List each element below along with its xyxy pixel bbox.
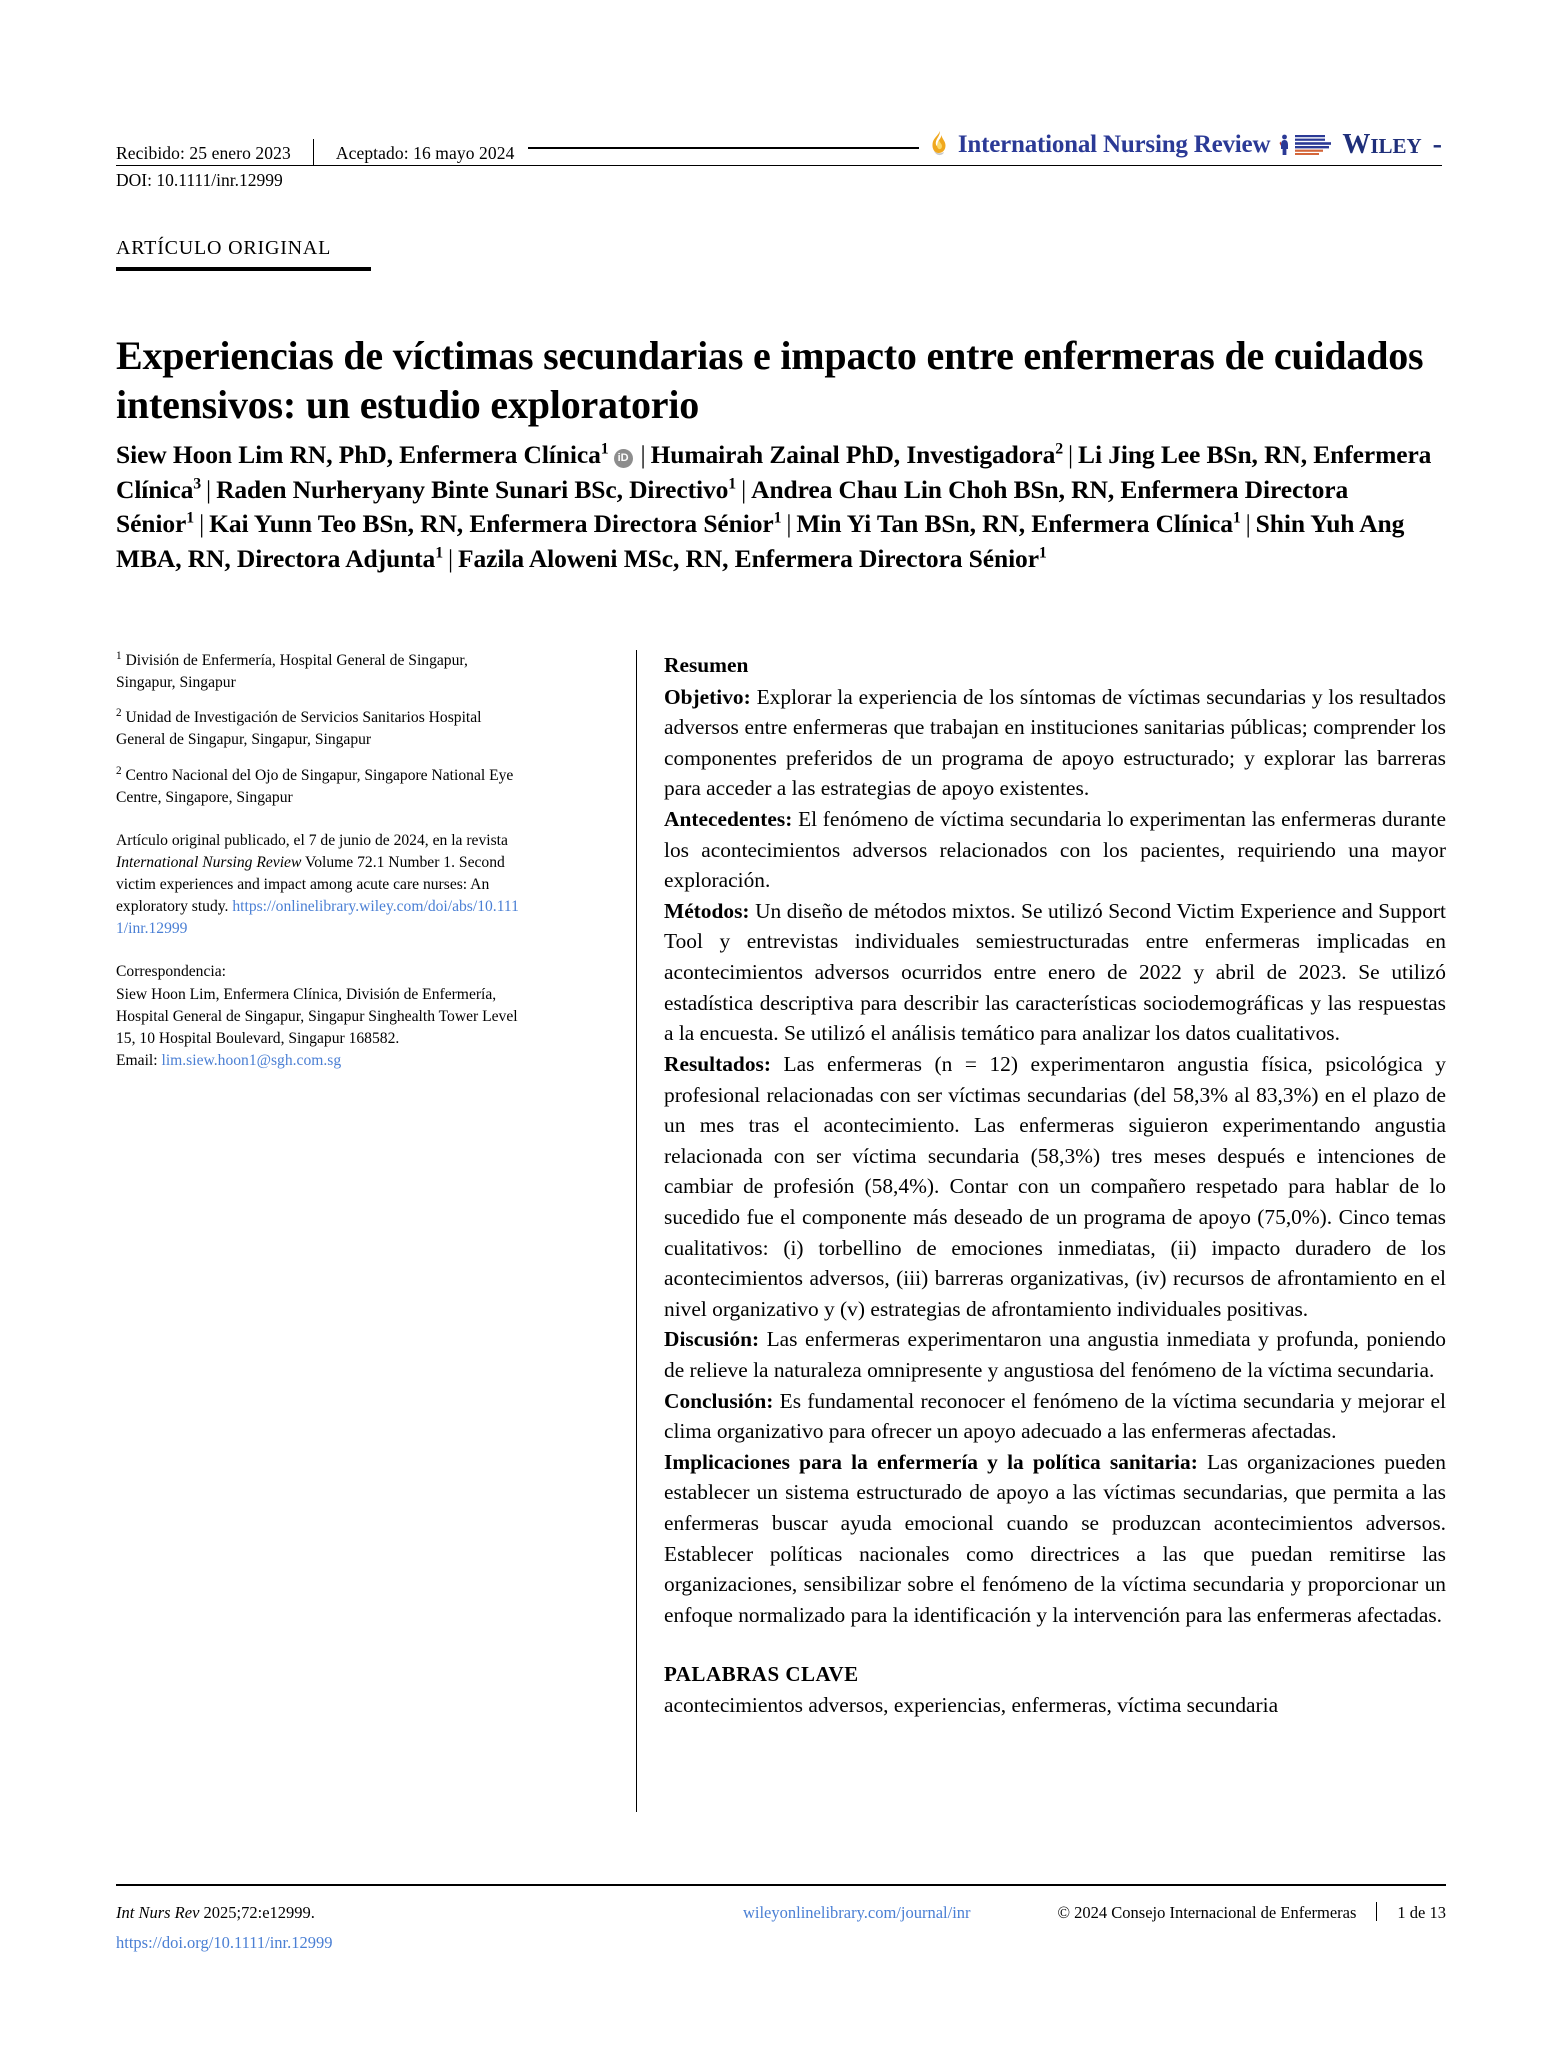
orcid-icon[interactable]: iD	[614, 449, 633, 468]
abstract-section-sep: :	[742, 898, 756, 923]
abstract-section-sep: :	[766, 1388, 780, 1413]
author-name: Shin Yuh Ang MBA, RN, Directora Adjunta$^1$	[116, 509, 1405, 574]
abstract-column	[664, 650, 1446, 1720]
footer-journal-abbrev: Int Nurs Rev	[116, 1903, 200, 1923]
affiliation-item	[116, 707, 526, 751]
correspondence-address: Siew Hoon Lim, Enfermera Clínica, División de Enfermería, Hospital General de Singapur, Singapur Singhealth Tower Level 15, 10 Hospital Boulevard, Singapur 168582.	[116, 985, 518, 1047]
abstract-section	[664, 1324, 1446, 1385]
doi-text: DOI: 10.1111/inr.12999	[116, 170, 283, 190]
abstract-section	[664, 1447, 1446, 1631]
flame-icon	[929, 130, 949, 160]
abstract-section-label: Discusión	[664, 1327, 752, 1352]
affiliation-text: Unidad de Investigación de Servicios Sanitarios Hospital General de Singapur, Singapur, Singapur	[116, 709, 482, 749]
footer-citation-rest: 2025;72:e12999.	[199, 1903, 315, 1923]
author-name: Fazila Aloweni MSc, RN, Enfermera Directora Sénior$^1$	[458, 544, 1047, 574]
footer-copyright: © 2024 Consejo Internacional de Enfermeras	[1057, 1903, 1357, 1923]
abstract-section-label: Objetivo	[664, 684, 744, 709]
abstract-section-text: Explorar la experiencia de los síntomas de víctimas secundarias y los resultados adversos entre enfermeras que trabajan en instituciones sanitarias públicas; comprender los componentes preferidos de un programa de apoyo estructurado; y explorar las barreras para acceder a las estrategias de apoyo existentes.	[664, 684, 1446, 801]
author-separator: |	[448, 544, 454, 574]
email-link[interactable]: lim.siew.hoon1@sgh.com.sg	[161, 1052, 342, 1070]
affiliation-item	[116, 650, 526, 694]
abstract-section-label: Resultados	[664, 1051, 764, 1076]
author-separator: |	[206, 474, 212, 504]
accepted-date: Aceptado: 16 mayo 2024	[335, 142, 515, 163]
original-note-part1: Artículo original publicado, el 7 de junio de 2024, en la revista	[116, 831, 508, 849]
affiliation-text: División de Enfermería, Hospital General de Singapur, Singapur, Singapur	[116, 652, 468, 692]
author-name: Min Yi Tan BSn, RN, Enfermera Clínica$^1$	[796, 509, 1241, 539]
author-separator: |	[786, 509, 792, 539]
author-name: Li Jing Lee BSn, RN, Enfermera Clínica$^3$	[116, 440, 1432, 504]
author-name: Raden Nurheryany Binte Sunari BSc, Directivo$^1$	[216, 474, 737, 504]
icn-logo	[1279, 134, 1333, 156]
keywords-heading: PALABRAS CLAVE	[664, 1661, 859, 1686]
abstract-section-sep: :	[785, 807, 799, 832]
footer-rule	[116, 1884, 1446, 1886]
page-title: Experiencias de víctimas secundarias e impacto entre enfermeras de cuidados intensivos: un estudio exploratorio	[116, 332, 1424, 427]
footer-divider	[1376, 1902, 1377, 1921]
header-dates-row	[116, 129, 1442, 163]
author-separator: |	[640, 440, 646, 469]
wiley-logo-rest: ILEY	[1370, 134, 1422, 158]
footer-citation	[116, 1900, 656, 1955]
author-separator: |	[1245, 509, 1251, 539]
affiliation-marker: 2	[116, 764, 122, 777]
footer-citation-line	[116, 1900, 656, 1926]
footer-journal-url[interactable]: wileyonlinelibrary.com/journal/inr	[742, 1903, 971, 1923]
correspondence-email-row	[116, 1050, 526, 1072]
affiliation-marker: 1	[116, 649, 122, 662]
abstract-section	[664, 682, 1446, 804]
abstract-section-text: El fenómeno de víctima secundaria lo experimentan las enfermeras durante los acontecimientos adversos relacionados con los pacientes, requiriendo una mayor exploración.	[664, 807, 1446, 893]
keywords-list: acontecimientos adversos, experiencias, enfermeras, víctima secundaria	[664, 1692, 1279, 1717]
page-footer	[116, 1884, 1446, 1955]
icn-figure-icon	[1279, 134, 1290, 156]
footer-right	[1058, 1899, 1446, 1926]
affiliation-item	[116, 765, 526, 809]
abstract-section-sep: :	[763, 1051, 784, 1076]
author-name: Humairah Zainal PhD, Investigadora$^2$	[650, 440, 1064, 469]
author-separator: |	[199, 509, 205, 539]
author-name: Siew Hoon Lim RN, PhD, Enfermera Clínica$^1$	[116, 440, 609, 469]
original-note-part2: Volume 72.1 Number 1. Second victim experiences and impact among acute care nurses: An exploratory study.	[116, 853, 505, 916]
abstract-section-text: Las enfermeras experimentaron una angustia inmediata y profunda, poniendo de relieve la naturaleza omnipresente y angustiosa del fenómeno de la víctima secundaria.	[664, 1327, 1446, 1383]
received-date: Recibido: 25 enero 2023	[116, 142, 291, 163]
header-doi-row	[116, 165, 1442, 190]
body-columns	[116, 650, 1446, 1830]
wiley-logo-initial: W	[1342, 129, 1371, 160]
column-divider	[636, 650, 637, 1812]
journal-logo	[919, 129, 1442, 161]
abstract-section-label: Antecedentes	[664, 807, 786, 832]
header-horizontal-rule	[528, 147, 918, 149]
article-type-label: ARTÍCULO ORIGINAL	[116, 237, 332, 259]
abstract-section-label: Métodos	[664, 898, 743, 923]
correspondence-block	[116, 961, 526, 1073]
icn-flag-icon	[1293, 134, 1333, 156]
wiley-logo	[1342, 129, 1421, 161]
original-article-link[interactable]: https://onlinelibrary.wiley.com/doi/abs/10.1111/inr.12999	[116, 898, 519, 938]
abstract-section-sep: :	[751, 1327, 767, 1352]
author-name: Kai Yunn Teo BSn, RN, Enfermera Directora Sénior$^1$	[209, 509, 782, 539]
footer-page-number: 1 de 13	[1397, 1903, 1446, 1923]
abstract-section	[664, 804, 1446, 896]
abstract-section-text: Las enfermeras (n = 12) experimentaron angustia física, psicológica y profesional relacionadas con ser víctimas secundarias (del 58,3% al 83,3%) en el plazo de un mes tras el acontecimiento. Las enfermeras siguieron experimentando angustia relacionada con ser víctima secundaria (58,3%) tres meses después e intenciones de cambiar de profesión (58,4%). Contar con un compañero respetado para hablar de lo sucedido fue el componente más deseado de un programa de apoyo (75,0%). Cinco temas cualitativos: (i) torbellino de emociones inmediatas, (ii) impacto duradero de los acontecimientos adversos, (iii) barreras organizativas, (iv) recursos de afrontamiento en el nivel organizativo y (v) estrategias de afrontamiento individuales positivas.	[664, 1051, 1446, 1321]
abstract-heading: Resumen	[664, 653, 749, 677]
correspondence-heading: Correspondencia:	[116, 962, 226, 980]
footer-row	[116, 1899, 1446, 1955]
article-type-block	[116, 238, 376, 271]
article-type-rule	[116, 267, 371, 271]
page-header	[116, 129, 1442, 190]
author-separator: |	[1068, 440, 1074, 469]
email-label: Email:	[116, 1052, 162, 1070]
abstract-section-text: Un diseño de métodos mixtos. Se utilizó Second Victim Experience and Support Tool y entrevistas individuales semiestructuradas entre enfermeras implicadas en acontecimientos adversos ocurridos entre enero de 2022 y abril de 2023. Se utilizó estadística descriptiva para describir las características sociodemográficas y las respuestas a la encuesta. Se utilizó el análisis temático para analizar los datos cualitativos.	[664, 898, 1446, 1046]
metadata-column	[116, 650, 526, 1072]
abstract-section-label: Implicaciones para la enfermería y la política sanitaria	[664, 1449, 1191, 1474]
abstract-section-label: Conclusión	[664, 1388, 767, 1413]
author-name: Andrea Chau Lin Choh BSn, RN, Enfermera Directora Sénior$^1$	[116, 474, 1349, 539]
header-rule-wrap	[514, 136, 918, 162]
affiliation-marker: 2	[116, 707, 122, 720]
journal-title-logo: International Nursing Review	[957, 131, 1271, 158]
author-list	[116, 438, 1446, 577]
abstract-section	[664, 1049, 1446, 1324]
abstract-section-sep: :	[1190, 1449, 1208, 1474]
original-publication-note	[116, 830, 526, 941]
footer-doi-link-row	[116, 1930, 656, 1956]
affiliation-text: Centro Nacional del Ojo de Singapur, Singapore National Eye Centre, Singapore, Singapur	[116, 766, 514, 806]
abstract-section-text: Es fundamental reconocer el fenómeno de la víctima secundaria y mejorar el clima organizativo para ofrecer un apoyo adecuado a las enfermeras afectadas.	[664, 1388, 1446, 1444]
footer-doi-link[interactable]: https://doi.org/10.1111/inr.12999	[116, 1932, 333, 1952]
wiley-trailing-dash: -	[1432, 129, 1442, 160]
abstract-section	[664, 1386, 1446, 1447]
author-separator: |	[741, 474, 747, 504]
original-note-journal: International Nursing Review	[116, 853, 302, 871]
abstract-section-sep: :	[743, 684, 757, 709]
abstract-section-text: Las organizaciones pueden establecer un sistema estructurado de apoyo a las víctimas secundarias, que permita a las enfermeras buscar ayuda emocional cuando se produzcan acontecimientos adversos. Establecer políticas nacionales como directrices a las que puedan remitirse las organizaciones, sensibilizar sobre el fenómeno de la víctima secundaria y proporcionar un enfoque normalizado para la identificación y la intervención para las enfermeras afectadas.	[664, 1449, 1447, 1627]
abstract-section	[664, 896, 1446, 1049]
